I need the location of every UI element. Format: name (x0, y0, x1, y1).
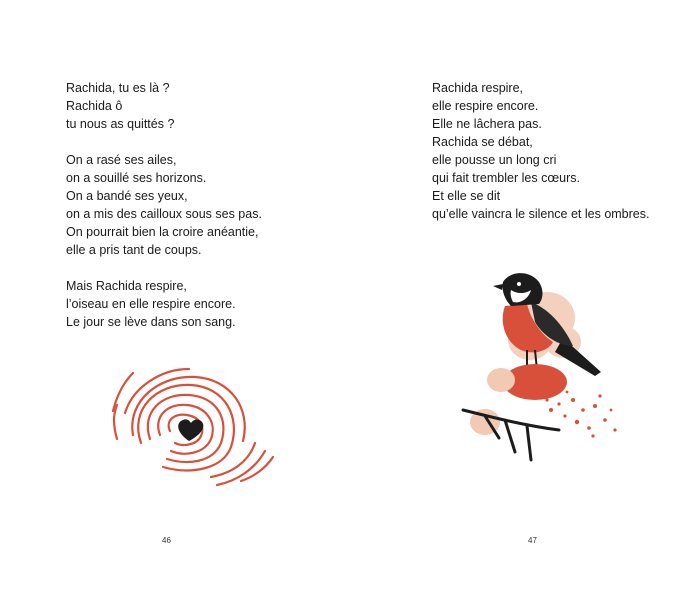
pink-bloom (487, 368, 515, 392)
bird-eye (517, 282, 521, 286)
poem-line: Mais Rachida respire, (66, 279, 187, 293)
stanza (432, 79, 649, 223)
concentric-rings-heart-illustration (105, 365, 285, 490)
poem-line: On pourrait bien la croire anéantie, (66, 225, 259, 239)
poem-line: Rachida, tu es là ? (66, 81, 170, 95)
poem-line: l’oiseau en elle respire encore. (66, 297, 236, 311)
poem-line: Rachida ô (66, 99, 123, 113)
poem-line: elle a pris tant de coups. (66, 243, 202, 257)
poem-line: on a souillé ses horizons. (66, 171, 207, 185)
poem-line: On a rasé ses ailes, (66, 153, 177, 167)
poem-line: Et elle se dit (432, 189, 501, 203)
poem-line: Elle ne lâchera pas. (432, 117, 542, 131)
page-number: 47 (528, 536, 537, 545)
poem-line: tu nous as quittés ? (66, 117, 175, 131)
right-page (350, 0, 700, 591)
poem-line: Rachida respire, (432, 81, 524, 95)
bird-beak (493, 284, 503, 290)
poem-line: elle respire encore. (432, 99, 539, 113)
bird-on-branch-illustration (455, 260, 625, 475)
poem-line: Le jour se lève dans son sang. (66, 315, 236, 329)
poem-line: On a bandé ses yeux, (66, 189, 188, 203)
poem-line: qu’elle vaincra le silence et les ombres. (432, 207, 650, 221)
poem-line: Rachida se débat, (432, 135, 533, 149)
stanza (66, 79, 262, 133)
bird-head (502, 273, 542, 306)
page-number: 46 (162, 536, 171, 545)
poem-line: qui fait trembler les cœurs. (432, 171, 580, 185)
poem-right (432, 79, 649, 241)
stanza (66, 151, 262, 259)
stanza (66, 277, 262, 331)
ring (114, 405, 117, 439)
ring (241, 457, 273, 481)
poem-line: on a mis des cailloux sous ses pas. (66, 207, 262, 221)
poem-line: elle pousse un long cri (432, 153, 557, 167)
poem-left (66, 79, 262, 349)
